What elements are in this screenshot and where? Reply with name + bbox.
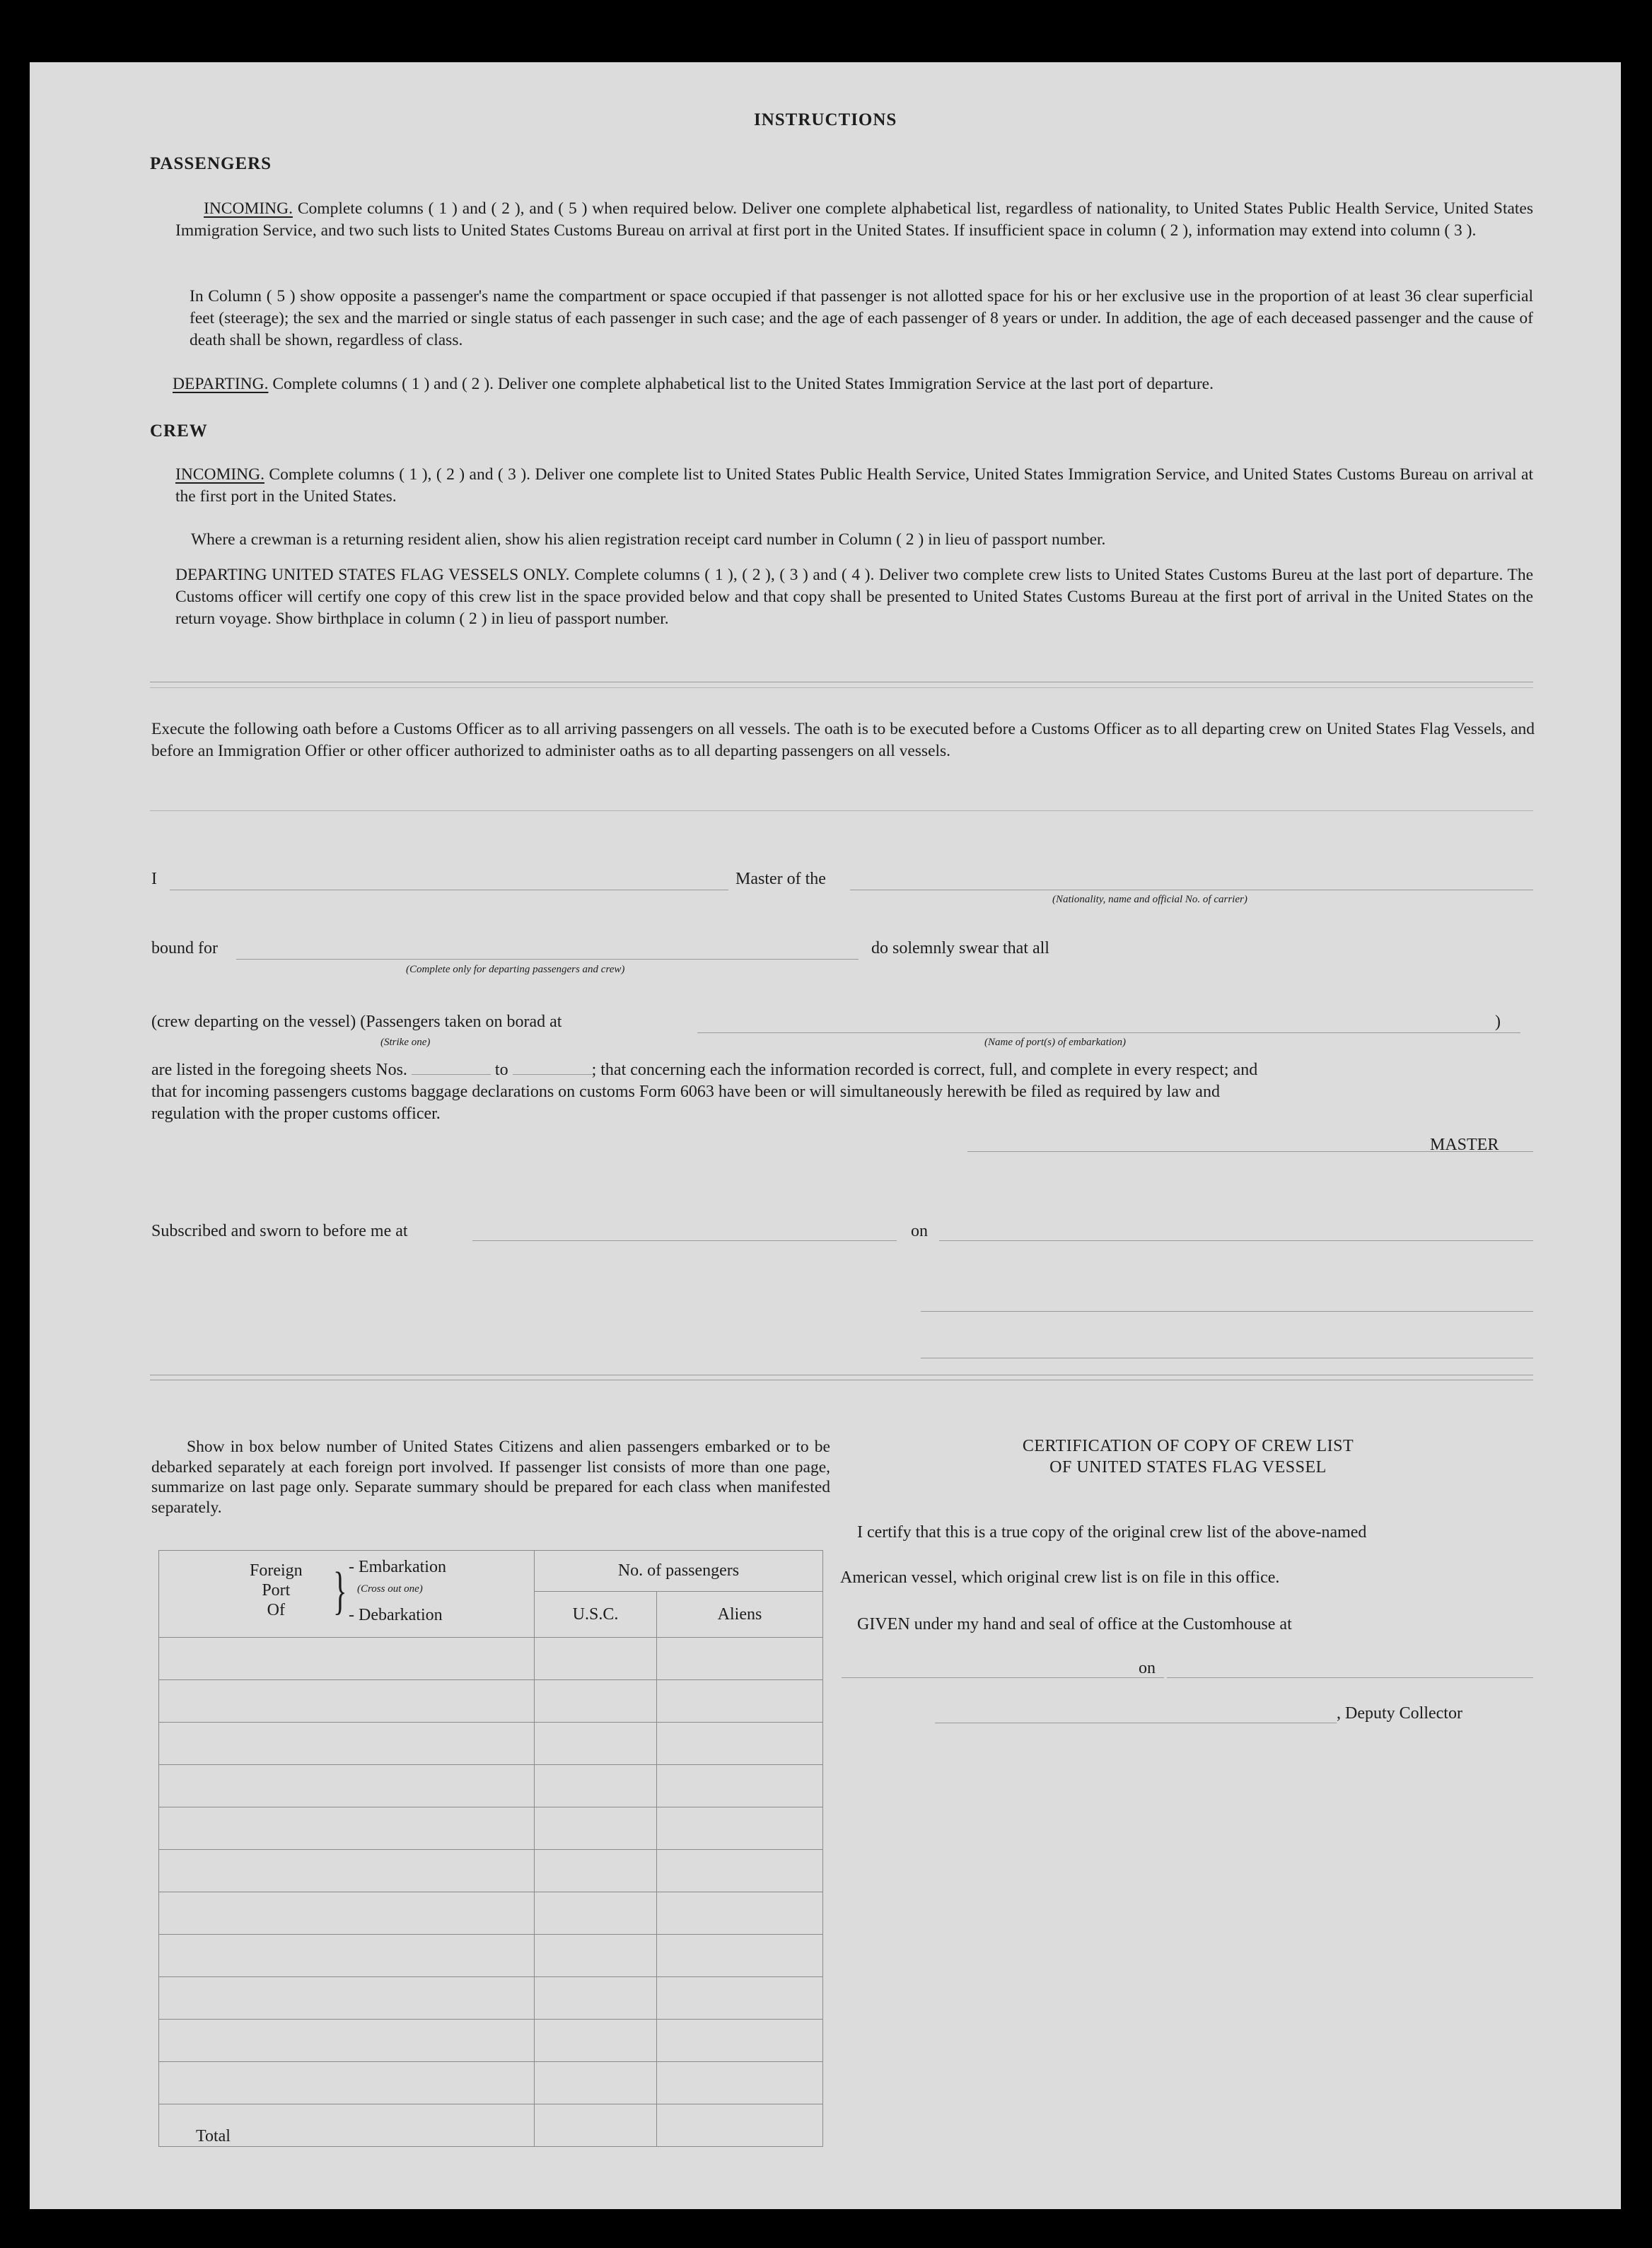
usc-count-cell[interactable] — [535, 1638, 657, 1680]
table-row — [159, 2020, 823, 2062]
summary-instructions: Show in box below number of United States Citizens and alien passengers embarked or to be debarked separately at each foreign port involved. If passenger list consists of more than one page, summarize on last page only. Separate summary should be prepared for each class when manifested separately. — [151, 1438, 830, 1517]
to-label: to — [494, 1061, 508, 1079]
aliens-count-cell[interactable] — [657, 1977, 823, 2020]
total-aliens-cell[interactable] — [657, 2104, 823, 2147]
passengers-departing-text: Complete columns ( 1 ) and ( 2 ). Deliver one complete alphabetical list to the United States Immigration Service at the last port of departure. — [272, 375, 1214, 393]
certify-line-2: American vessel, which original crew list is on file in this office. — [840, 1568, 1280, 1587]
certify-line-1: I certify that this is a true copy of the original crew list of the above-named — [857, 1523, 1367, 1542]
crew-departing-oath-label: (crew departing on the vessel) (Passengers taken on borad at — [151, 1013, 562, 1031]
master-label: MASTER — [1430, 1136, 1499, 1154]
certification-title-1: CERTIFICATION OF COPY OF CREW LIST — [1022, 1437, 1354, 1455]
close-paren: ) — [1495, 1013, 1501, 1031]
passengers-heading: PASSENGERS — [150, 154, 272, 173]
aliens-count-cell[interactable] — [657, 1723, 823, 1765]
aliens-count-cell[interactable] — [657, 1638, 823, 1680]
passenger-summary-table — [158, 1550, 823, 2147]
crew-incoming-paragraph — [175, 464, 1533, 508]
solemnly-swear-label: do solemnly swear that all — [871, 939, 1049, 957]
crew-departing-text: Complete columns ( 1 ), ( 2 ), ( 3 ) and ( 4 ). Deliver two complete crew lists to United States Customs Bureu at the last port of departure. The Customs officer will certify one copy of this crew list in the space provided below and that copy shall be presented to United States Customs Bureau at the first port of arrival in the United States on the return voyage. Show birthplace in column ( 2 ) in lieu of passport number. — [175, 566, 1534, 628]
foreign-port-cell[interactable] — [159, 1807, 535, 1850]
listed-prefix: are listed in the foregoing sheets Nos. — [151, 1061, 407, 1079]
crew-heading: CREW — [150, 421, 208, 441]
table-row — [159, 1935, 823, 1977]
certification-title-2: OF UNITED STATES FLAG VESSEL — [1049, 1458, 1327, 1477]
certification-date-field[interactable] — [1167, 1677, 1533, 1678]
crew-incoming-label: INCOMING. — [175, 465, 264, 484]
ports-of-embarkation-field[interactable] — [697, 1032, 1520, 1033]
sheet-to-field[interactable] — [513, 1074, 592, 1075]
passengers-incoming-paragraph — [175, 198, 1533, 242]
customhouse-field[interactable] — [842, 1677, 1164, 1678]
usc-header: U.S.C. — [535, 1592, 657, 1638]
column5-paragraph: In Column ( 5 ) show opposite a passenger's name the compartment or space occupied if that passenger is not allotted space for his or her exclusive use in the proportion of at least 36 clear superficial feet (steerage); the sex and the married or single status of each passenger in such case; and the age of each passenger of 8 years or under. In addition, the age of each deceased passenger and the cause of death shall be shown, regardless of class. — [190, 287, 1533, 349]
sworn-on-label: on — [911, 1222, 928, 1240]
foreign-label: Foreign — [250, 1561, 303, 1580]
deputy-collector-label: , Deputy Collector — [1337, 1704, 1462, 1723]
bound-for-label: bound for — [151, 939, 218, 957]
foreign-port-cell[interactable] — [159, 1723, 535, 1765]
subscribed-label: Subscribed and sworn to before me at — [151, 1222, 408, 1240]
total-label: Total — [196, 2127, 231, 2145]
table-row — [159, 1977, 823, 2020]
passengers-incoming-label: INCOMING. — [204, 199, 293, 218]
certification-on-label: on — [1139, 1659, 1156, 1677]
aliens-count-cell[interactable] — [657, 1935, 823, 1977]
usc-count-cell[interactable] — [535, 1850, 657, 1892]
page-title: INSTRUCTIONS — [754, 110, 897, 129]
aliens-count-cell[interactable] — [657, 1850, 823, 1892]
nationality-caption: (Nationality, name and official No. of carrier) — [1052, 894, 1247, 905]
ports-caption: (Name of port(s) of embarkation) — [984, 1037, 1126, 1048]
oath-intro: Execute the following oath before a Customs Officer as to all arriving passengers on all vessels. The oath is to be executed before a Customs Officer as to all departing crew on United States Flag Vessels, and before an Immigration Offier or other officer authorized to administer oaths as to all departing passengers on all vessels. — [151, 720, 1535, 760]
foreign-port-cell[interactable] — [159, 1765, 535, 1807]
foreign-port-cell[interactable] — [159, 1638, 535, 1680]
listed-rest-1: ; that concerning each the information recorded is correct, full, and complete in every respect; and — [591, 1061, 1258, 1079]
port-label: Port — [262, 1581, 291, 1600]
crew-departing-label: DEPARTING UNITED STATES FLAG VESSELS ONLY. — [175, 566, 570, 584]
bound-for-field[interactable] — [236, 959, 859, 960]
strike-one-caption: (Strike one) — [380, 1037, 431, 1048]
crew-departing-paragraph — [175, 564, 1533, 630]
given-line: GIVEN under my hand and seal of office at the Customhouse at — [857, 1615, 1292, 1633]
listed-rest-3: regulation with the proper customs officer. — [151, 1105, 441, 1123]
complete-only-caption: (Complete only for departing passengers and crew) — [406, 964, 625, 975]
crew-incoming-text: Complete columns ( 1 ), ( 2 ) and ( 3 ). Deliver one complete list to United States Public Health Service, United States Immigration Service, and United States Customs Bureau on arrival at the first port in the United States. — [175, 465, 1533, 506]
usc-count-cell[interactable] — [535, 1807, 657, 1850]
form-sheet — [30, 62, 1621, 2209]
table-row — [159, 1638, 823, 1680]
brace-glyph: } — [332, 1562, 347, 1620]
master-of-the-label: Master of the — [735, 870, 826, 888]
passengers-incoming-text: Complete columns ( 1 ) and ( 2 ), and ( 5 ) when required below. Deliver one complete alphabetical list, regardless of nationality, to United States Public Health Service, United States Immigration Service, and two such lists to United States Customs Bureau on arrival at first port in the United States. If insufficient space in column ( 2 ), information may extend into column ( 3 ). — [175, 199, 1534, 240]
aliens-header: Aliens — [657, 1592, 823, 1638]
oath-i-label: I — [151, 870, 157, 888]
table-row — [159, 1892, 823, 1935]
foreign-port-cell[interactable] — [159, 1892, 535, 1935]
aliens-count-cell[interactable] — [657, 1892, 823, 1935]
passengers-departing-label: DEPARTING. — [173, 375, 269, 393]
table-row — [159, 2062, 823, 2104]
usc-count-cell[interactable] — [535, 2020, 657, 2062]
aliens-count-cell[interactable] — [657, 1765, 823, 1807]
usc-count-cell[interactable] — [535, 1723, 657, 1765]
foreign-port-cell[interactable] — [159, 1850, 535, 1892]
foreign-port-cell[interactable] — [159, 2020, 535, 2062]
listed-rest-2: that for incoming passengers customs baggage declarations on customs Form 6063 have been or will simultaneously herewith be filed as required by law and — [151, 1083, 1220, 1101]
listed-line-1 — [151, 1061, 1257, 1080]
foreign-port-cell[interactable] — [159, 1935, 535, 1977]
aliens-count-cell[interactable] — [657, 2020, 823, 2062]
officer-signature-field[interactable] — [921, 1311, 1533, 1312]
table-row — [159, 1850, 823, 1892]
total-row — [159, 2104, 823, 2147]
table-row — [159, 1723, 823, 1765]
debarkation-label: - Debarkation — [349, 1606, 443, 1624]
foreign-port-header — [159, 1551, 535, 1638]
usc-count-cell[interactable] — [535, 2062, 657, 2104]
aliens-count-cell[interactable] — [657, 1680, 823, 1723]
foreign-port-cell[interactable] — [159, 2062, 535, 2104]
foreign-port-cell[interactable] — [159, 1977, 535, 2020]
aliens-count-cell[interactable] — [657, 2062, 823, 2104]
divider — [150, 687, 1533, 688]
summary-table-body — [159, 1638, 823, 2147]
embarkation-label: - Embarkation — [349, 1558, 446, 1576]
total-label-cell — [159, 2104, 535, 2147]
table-row — [159, 1680, 823, 1723]
passengers-departing-paragraph — [173, 373, 1533, 395]
table-row — [159, 1765, 823, 1807]
of-label: Of — [267, 1601, 285, 1619]
sheet-from-field[interactable] — [412, 1074, 491, 1075]
usc-count-cell[interactable] — [535, 1892, 657, 1935]
sworn-at-field[interactable] — [472, 1240, 897, 1241]
divider — [150, 810, 1533, 811]
usc-count-cell[interactable] — [535, 1935, 657, 1977]
crewman-paragraph: Where a crewman is a returning resident alien, show his alien registration receipt card number in Column ( 2 ) in lieu of passport number. — [191, 530, 1106, 549]
usc-count-cell[interactable] — [535, 1977, 657, 2020]
sworn-date-field[interactable] — [939, 1240, 1533, 1241]
foreign-port-cell[interactable] — [159, 1680, 535, 1723]
aliens-count-cell[interactable] — [657, 1807, 823, 1850]
cross-out-caption: (Cross out one) — [357, 1583, 423, 1595]
usc-count-cell[interactable] — [535, 1765, 657, 1807]
table-row — [159, 1807, 823, 1850]
total-usc-cell[interactable] — [535, 2104, 657, 2147]
usc-count-cell[interactable] — [535, 1680, 657, 1723]
no-passengers-header: No. of passengers — [535, 1551, 823, 1592]
